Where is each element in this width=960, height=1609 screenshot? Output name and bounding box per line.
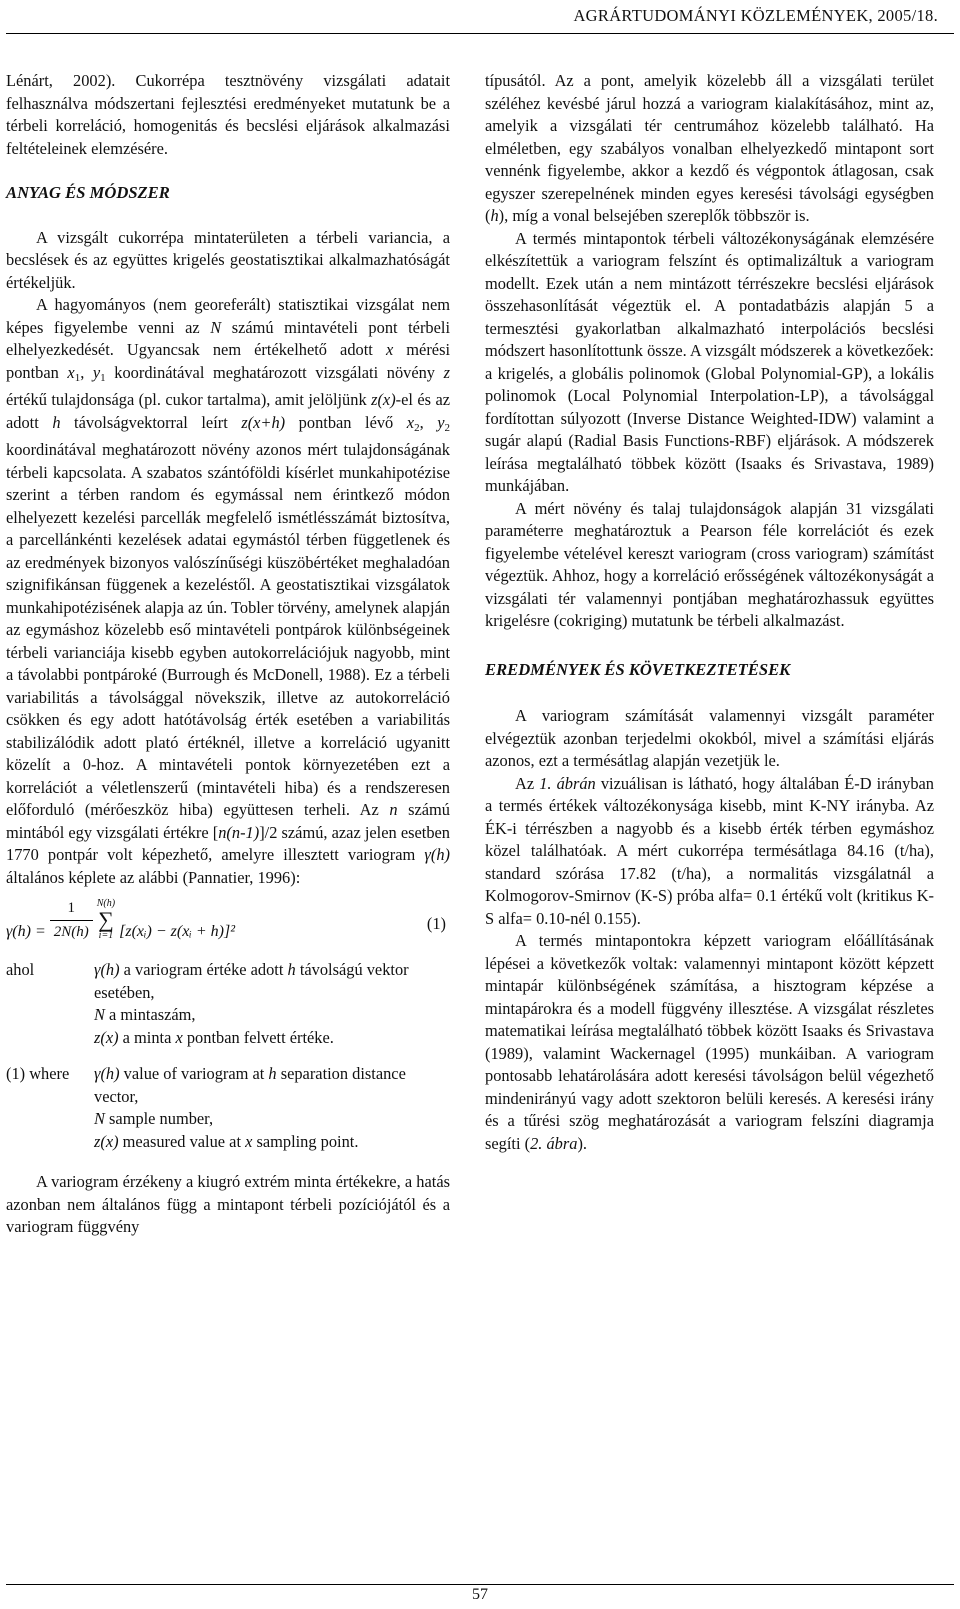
definition-item: N a mintaszám, xyxy=(94,1005,196,1024)
left-column xyxy=(6,70,450,1239)
right-column xyxy=(485,70,934,1155)
header-rule xyxy=(6,33,954,34)
footer-rule xyxy=(6,1584,954,1585)
definition-item: z(x) measured value at x sampling point. xyxy=(94,1131,359,1151)
methods-paragraph-2: A hagyományos (nem georeferált) statisztikai vizsgálat nem képes figyelembe venni az N számú mintavételi pont térbeli elhelyezkedését. Ugyancsak nem értékelhető adott x mérési pontban $x_1$, $y_1$ koordinátával meghatározott vizsgálati növény z értékű tulajdonsága (pl. cukor tartalma), amit jelöljünk z(x)-el és az adott h távolságvektorral leírt z(x+h) pontban lévő $x_2$, $y_2$ koordinátával meghatározott növény azonos mért tulajdonságának térbeli kapcsolata. A szabatos szántóföldi kísérlet munkahipotézise szerint a térben random és egymással nem érintkező módon elhelyezett kezelési parcellák megfelelő ismétlésszámát biztosítva, a parcellánkénti kezelések adatai egymástól térben függetlenek és az eredmények bizonyos valószínűségi küszöbértéket meghaladóan szignifikánsan függenek a kezeléstől. A geostatisztikai vizsgálatok munkahipotézisének alapja az ún. Tobler törvény, amelynek alapján az egymáshoz közelebb eső mintavételi pontpárok különbségeinek térbeli varianciája kisebb egyben autokorrelációjuk nagyobb, mint a távolabbi pontpároké (Burrough és McDonell, 1988). Ez a térbeli variabilitás a távolsággal növekszik, illetve az autokorreláció csökken és egy adott hatótávolság érték esetében a variabilitás stabilizálódik adott plató értéknél, illetve a korreláció ugyanitt közelít a 0-hoz. A mintavételi pontok környezetében ezt a korrelációt a véletlenszerű (mintavételi hiba) és a rendszeresen előforduló (mérőeszköz hiba) együttesen terheli. Az n számú mintából egy vizsgálati értékre [n(n-1)]/2 számú, azaz jelen esetben 1770 pontpár volt képezhető, amelyre illesztett variogram γ(h) általános képlete az alábbi (Pannatier, 1996): xyxy=(6,295,451,887)
methods-paragraph-3: A variogram érzékeny a kiugró extrém minta értékekre, a hatás azonban nem általános függ a mintapont térbeli pozíciójától és a variogram függvény xyxy=(6,1172,450,1236)
results-paragraph-2: Az 1. ábrán vizuálisan is látható, hogy általában É-D irányban a termés értékek változékonysága kisebb, mint K-NY irányba. Az ÉK-i térrészben a nagyobb és a kisebb érték térben egymáshoz közel találhatóak. A mért cukorrépa termésátlaga 84.16 (t/ha), standard szórása 17.82 (t/ha), a normalitás vizsgálatnál a Kolmogorov-Smirnov (K-S) próba alfa= 0.1 értékű volt (kritikus K-S alfa= 0.10-nél 0.155). xyxy=(485,773,934,928)
methods-paragraph-1: A vizsgált cukorrépa mintaterületen a térbeli variancia, a becslések és az együttes krigelés geostatisztikai alkalmazhatóságát értékeljük. xyxy=(6,227,450,292)
section-heading-methods: ANYAG ÉS MÓDSZER xyxy=(6,183,170,202)
equation-number: (1) xyxy=(426,914,446,933)
methods-paragraph-4: típusától. Az a pont, amelyik közelebb áll a vizsgálati terület széléhez kevésbé járul hozzá a variogram kialakításához, mint az, amelyik a vizsgálati tér centrumához közelebb található. Ha elméletben, egy szabályos vonalban elhelyezkedő mintapont sort vennénk figyelembe, akkor a kezdő és végpontok átlagosan, csak egyszer szerepelnének minden egyes keresési távolsági egységben (h), míg a vonal belsejében szereplők többször is. xyxy=(485,71,934,225)
definition-item: z(x) a minta x pontban felvett értéke. xyxy=(94,1027,334,1047)
journal-title: AGRÁRTUDOMÁNYI KÖZLEMÉNYEK, 2005/18. xyxy=(573,6,938,25)
results-paragraph-1: A variogram számítását valamennyi vizsgált paraméter elvégeztük azonban terjedelmi okokból, mivel a számítási eljárás azonos, ezt a termésátlag alapján vezetjük le. xyxy=(485,706,934,770)
definition-key: ahol xyxy=(6,960,35,979)
page-number: 57 xyxy=(472,1586,488,1603)
variogram-equation xyxy=(6,895,450,951)
definition-item: γ(h) a variogram értéke adott h távolságú vektor esetében, xyxy=(94,960,409,1002)
methods-paragraph-5: A termés mintapontok térbeli változékonyságának elemzésére elkészítettük a variogram felszínt és optimalizáltuk a variogram modellt. Ezek után a nem mintázott térrészekre becslési eljárások összehasonlítását végeztük el. A pontadatbázis alapján 5 a termesztési gyakorlatban alkalmazható interpolációs becslési módszert hasonlítottunk össze. A vizsgált módszerek a következőek: a krigelés, a globális polinomok (Global Polynomial-GP), a lokális polinomok (Local Polynomial Interpolation-LP), a távolsággal fordítottan súlyozott (Inverse Distance Weighted-IDW) valamint a sugár alapú (Radial Basis Functions-RBF) eljárások. A módszerek leírása megtalálható többek között (Isaaks és Srivastava, 1989) munkájában. xyxy=(485,228,934,495)
definition-item: N sample number, xyxy=(94,1109,214,1128)
section-heading-results: EREDMÉNYEK ÉS KÖVETKEZTETÉSEK xyxy=(485,659,791,679)
equation-body: γ(h) = $\frac{1}{2N(h)}$ N(h) ∑ i=1 [z(xᵢ) − z(xᵢ + h)]² xyxy=(6,898,235,941)
definition-item: γ(h) value of variogram at h separation distance vector, xyxy=(94,1064,406,1106)
definition-key: (1) where xyxy=(6,1064,70,1083)
results-paragraph-3: A termés mintapontokra képzett variogram előállításának lépései a következők voltak: valamennyi mintapont között képzett mintapár különbségének számítása, a hisztogram képzése a mintapárokra és a modell függvény illesztése. A vizsgálat részletes matematikai leírása megtalálható többek között Isaaks és Srivastava (1989), valamint Wackernagel (1995) munkáiban. A variogram pontosabb lehatárolására adott keresési távolságon belül végezhető mindenirányú vagy adott szektoron belüli keresés. A keresési irány és a tűrési szög meghatározását a variogram felszíni diagramja segíti (2. ábra). xyxy=(485,931,934,1153)
methods-paragraph-6: A mért növény és talaj tulajdonságok alapján 31 vizsgálati paraméterre meghatároztuk a Pearson féle korrelációt és ezek figyelembe vételével kereszt variogram (cross variogram) számítást végeztük. Ahhoz, hogy a korreláció erősségének változékonyságát a vizsgálati tér valamennyi pontjában meghatározhassuk együttes krigelésre (cokriging) mutatunk be térbeli alkalmazást. xyxy=(485,498,934,630)
running-header xyxy=(0,0,960,44)
intro-paragraph: Lénárt, 2002). Cukorrépa tesztnövény vizsgálati adatait felhasználva módszertani fejlesztési eredményeket mutatunk be a térbeli korreláció, homogenitás és becslési eljárások alkalmazási feltételeinek elemzésére. xyxy=(6,71,450,158)
definitions-en xyxy=(6,1063,450,1153)
definitions-hu xyxy=(6,959,450,1049)
